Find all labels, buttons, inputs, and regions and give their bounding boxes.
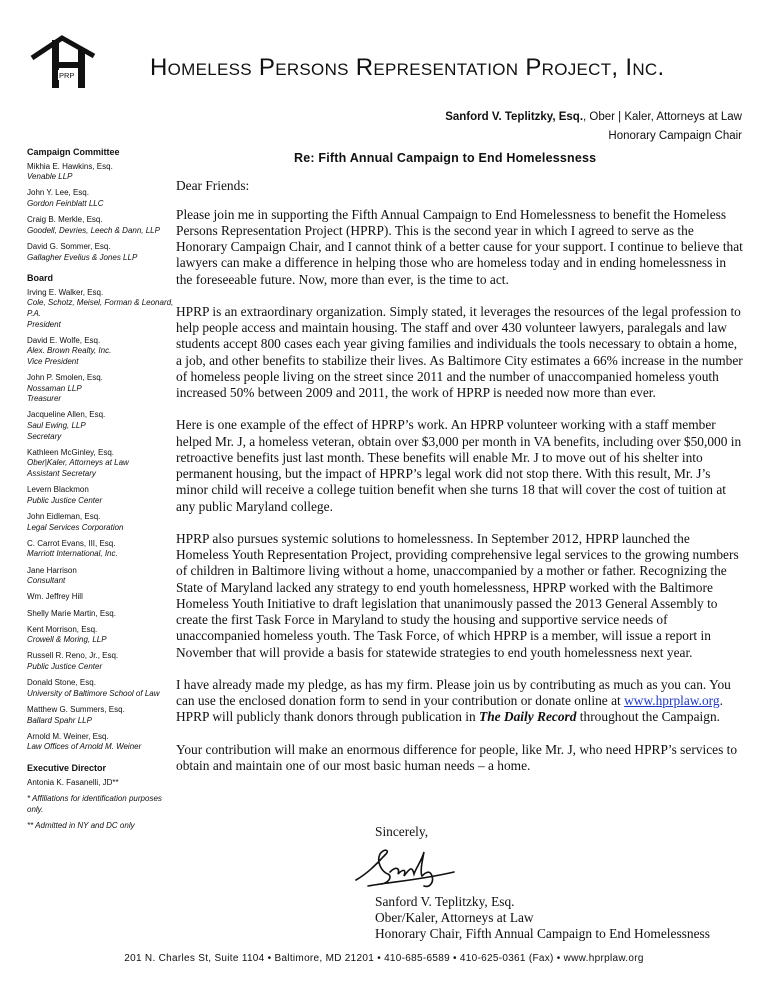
- board-member-name: Wm. Jeffrey Hill: [27, 592, 83, 602]
- board-member: [27, 592, 177, 603]
- chair-title: Honorary Campaign Chair: [608, 130, 742, 142]
- board-member: [27, 485, 177, 506]
- board-member-name: C. Carrot Evans, III, Esq.: [27, 538, 116, 548]
- board-member: [27, 732, 177, 753]
- signer-firm: Ober/Kaler, Attorneys at Law: [375, 910, 534, 925]
- board-member-role: Treasurer: [27, 394, 62, 404]
- board-member-name: Kent Morrison, Esq.: [27, 624, 98, 634]
- board-member-affiliation: Alex. Brown Realty, Inc.: [27, 346, 112, 356]
- committee-member: [27, 242, 177, 263]
- website-link[interactable]: www.hprplaw.org: [624, 693, 720, 708]
- board-member-affiliation: Public Justice Center: [27, 662, 103, 672]
- footer-address: 201 N. Charles St, Suite 1104 • Baltimore, MD 21201 • 410-685-6589 • 410-625-0361 (Fax) • www.hprplaw.org: [124, 953, 644, 964]
- board-member-name: Donald Stone, Esq.: [27, 678, 96, 688]
- board-member: [27, 512, 177, 533]
- board-member-name: Levern Blackmon: [27, 485, 89, 495]
- board-member-name: Irving E. Walker, Esq.: [27, 287, 104, 297]
- board-member: [27, 625, 177, 646]
- board-member: [27, 448, 177, 480]
- board-member: [27, 566, 177, 587]
- board-member-affiliation: University of Baltimore School of Law: [27, 688, 160, 698]
- paragraph-1: Please join me in supporting the Fifth Annual Campaign to End Homelessness to benefit the Homeless Persons Representation Project (HPRP). This is the second year in which I agreed to serve as the Honorary Campaign Chair, and I cannot think of a better cause for your support. I continue to believe that lawyers can make a difference in helping those who are homeless today and in ending homelessness in the foreseeable future. Now, more than ever, is the time to act.: [176, 206, 743, 287]
- committee-member: [27, 188, 177, 209]
- board-member: [27, 651, 177, 672]
- board-member-name: John P. Smolen, Esq.: [27, 373, 103, 383]
- committee-member-name: David G. Sommer, Esq.: [27, 241, 111, 251]
- board-member: [27, 288, 177, 330]
- sidebar: [27, 145, 177, 832]
- board-member: [27, 678, 177, 699]
- chair-firm: , Ober | Kaler, Attorneys at Law: [583, 111, 742, 123]
- board-member-affiliation: Saul Ewing, LLP: [27, 421, 86, 431]
- board-member-name: Matthew G. Summers, Esq.: [27, 705, 125, 715]
- board-member: [27, 539, 177, 560]
- paragraph-6: Your contribution will make an enormous difference for people, like Mr. J, who need HPRP’s services to obtain and maintain one of our most basic human needs – a home.: [176, 741, 738, 773]
- board-member-role: President: [27, 319, 61, 329]
- committee-member-affiliation: Venable LLP: [27, 172, 73, 182]
- salutation: Dear Friends:: [176, 178, 250, 194]
- chair-name: Sanford V. Teplitzky, Esq.: [445, 111, 584, 123]
- board-list: [27, 288, 177, 753]
- signature-block: [375, 894, 710, 942]
- board-member: [27, 373, 177, 405]
- signer-title: Honorary Chair, Fifth Annual Campaign to End Homelessness: [375, 926, 710, 941]
- paragraph-3: Here is one example of the effect of HPRP’s work. An HPRP volunteer working with a staff member helped Mr. J, a homeless veteran, obtain over $3,000 per month in VA benefits, including over $50,000 in retroactive benefits just last month. These benefits will enable Mr. J to move out of his shelter into permanent housing, but the impact of HPRP’s legal work did not stop there. With this result, Mr. J’s minor child will receive a college tuition benefit when she turns 18 that will cover the cost of tuition at any public Maryland college.: [176, 417, 742, 514]
- board-member-affiliation: Consultant: [27, 576, 66, 586]
- board-member-name: Jane Harrison: [27, 565, 77, 575]
- committee-member-name: Craig B. Merkle, Esq.: [27, 215, 103, 225]
- director-heading: Executive Director: [27, 763, 107, 773]
- board-member-affiliation: Ober|Kaler, Attorneys at Law: [27, 458, 129, 468]
- paragraph-4: HPRP also pursues systemic solutions to homelessness. In September 2012, HPRP launched the Homeless Youth Representation Project, providing comprehensive legal services to the growing numbers of children in Baltimore living without a home, unaccompanied by a mother or father. Recognizing the State of Maryland lacked any strategy to end youth homelessness, HPRP worked with the Baltimore Homeless Youth Initiative to draft legislation that unanimously passed the 2013 General Assembly to create the first Task Force in Maryland to study the housing and supportive service needs of unaccompanied homeless youth. The Task Force, of which HPRP is a member, will issue a report in November that will provide a basis for statewide strategies to end youth homelessness next year.: [176, 530, 739, 660]
- hprp-logo: [28, 34, 100, 92]
- board-member-affiliation: Ballard Spahr LLP: [27, 715, 92, 725]
- closing: Sincerely,: [375, 824, 429, 839]
- paragraph-5-text-3: throughout the Campaign.: [576, 709, 721, 725]
- board-member-name: David E. Wolfe, Esq.: [27, 335, 101, 345]
- committee-heading: Campaign Committee: [27, 147, 120, 157]
- board-member-role: Assistant Secretary: [27, 469, 96, 478]
- board-member-name: John Eidleman, Esq.: [27, 511, 101, 521]
- board-member-affiliation: Nossaman LLP: [27, 383, 82, 393]
- committee-member-name: Mikhia E. Hawkins, Esq.: [27, 161, 113, 171]
- paragraph-2: HPRP is an extraordinary organization. Simply stated, it leverages the resources of the legal profession to help people access and maintain housing. The staff and over 430 volunteer lawyers, paralegals and law students accept 800 cases each year giving families and individuals the tools necessary to obtain a home, a job, and other benefits to stabilize their lives. As Baltimore City estimates a 66% increase in the number of homeless people living on the street since 2011 and the number of unaccompanied homeless youth increased 50% between 2009 and 2011, the work of HPRP is needed now more than ever.: [176, 303, 743, 400]
- committee-member-name: John Y. Lee, Esq.: [27, 188, 89, 198]
- board-member-name: Jacqueline Allen, Esq.: [27, 410, 106, 420]
- committee-member-affiliation: Gordon Feinblatt LLC: [27, 198, 104, 208]
- letter-body: [176, 150, 744, 790]
- paragraph-5-text-2: . HPRP will publicly thank donors through publication in: [176, 693, 723, 725]
- admission-note: ** Admitted in NY and DC only: [27, 821, 135, 831]
- board-member-affiliation: Marriott International, Inc.: [27, 549, 118, 559]
- paragraph-5-text: I have already made my pledge, as has my firm. Please join us by contributing as much as you can. You can use the enclosed donation form to send in your contribution or donate online at: [176, 676, 731, 708]
- committee-member-affiliation: Gallagher Evelius & Jones LLP: [27, 252, 138, 262]
- board-member: [27, 336, 177, 368]
- board-member-role: Vice President: [27, 356, 79, 366]
- board-member-role: Secretary: [27, 431, 62, 441]
- board-member: [27, 705, 177, 726]
- committee-member-affiliation: Goodell, Devries, Leech & Dann, LLP: [27, 225, 160, 235]
- board-member-affiliation: Cole, Schotz, Meisel, Forman & Leonard, P.A.: [27, 298, 174, 318]
- honorary-chair-block: [242, 108, 742, 146]
- signature: [350, 842, 460, 892]
- director-name: Antonia K. Fasanelli, JD**: [27, 777, 119, 787]
- publication-name: The Daily Record: [479, 709, 577, 725]
- board-member-name: Arnold M. Weiner, Esq.: [27, 731, 109, 741]
- committee-member: [27, 215, 177, 236]
- paragraph-5: [176, 677, 744, 726]
- board-heading: Board: [27, 273, 54, 284]
- board-member-affiliation: Law Offices of Arnold M. Weiner: [27, 742, 142, 752]
- board-member-affiliation: Public Justice Center: [27, 495, 103, 505]
- committee-member: [27, 162, 177, 183]
- organization-name: Homeless Persons Representation Project, Inc.: [150, 54, 665, 81]
- subject-line: Re: Fifth Annual Campaign to End Homelessness: [294, 151, 597, 165]
- board-member-affiliation: Crowell & Moring, LLP: [27, 635, 107, 645]
- signer-name: Sanford V. Teplitzky, Esq.: [375, 894, 515, 909]
- board-member-name: Russell R. Reno, Jr., Esq.: [27, 651, 119, 661]
- board-member: [27, 410, 177, 442]
- board-member-name: Shelly Marie Martin, Esq.: [27, 608, 116, 618]
- board-member-name: Kathleen McGinley, Esq.: [27, 447, 115, 457]
- board-member: [27, 609, 177, 620]
- committee-list: [27, 162, 177, 264]
- affiliation-note: * Affiliations for identification purposes only.: [27, 794, 162, 814]
- logo-text: PRP: [59, 71, 75, 80]
- board-member-affiliation: Legal Services Corporation: [27, 522, 124, 532]
